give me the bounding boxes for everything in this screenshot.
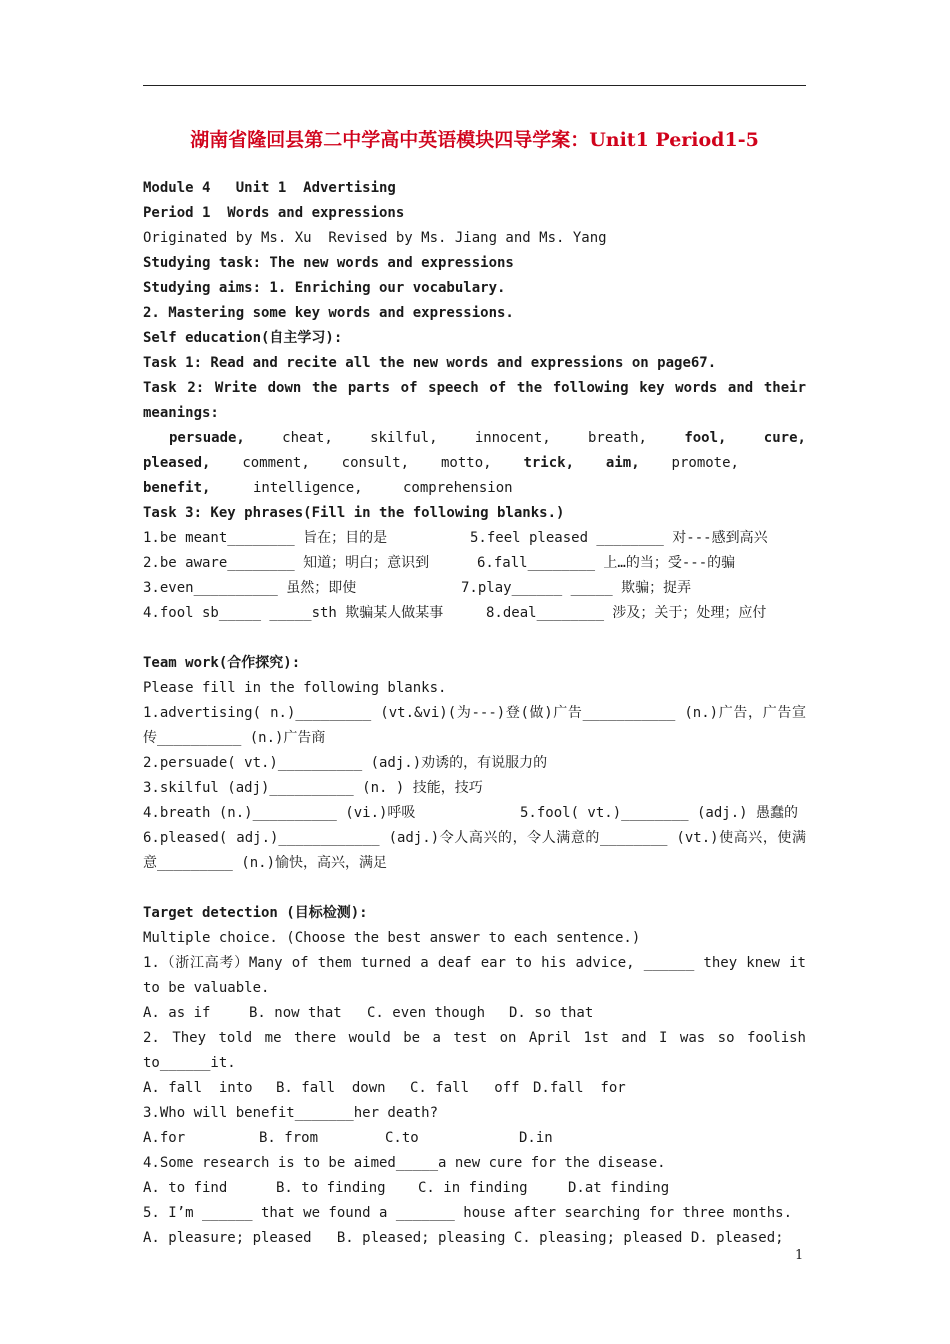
team-item: 1.advertising( n.)_________ (vt.&vi)(为---)登(做)广告___________ (n.)广告，广告宣传__________ (n.)广告商 — [143, 705, 806, 746]
word: consult, — [341, 455, 410, 471]
studying-aims-2: 2. Mastering some key words and expressions. — [143, 305, 514, 321]
word: persuade, — [169, 430, 245, 446]
phrase-item: 1.be meant________ 旨在；目的是 — [143, 530, 388, 546]
team-item: 5.fool( vt.)________ (adj.) 愚蠢的 — [520, 805, 799, 821]
word: motto, — [440, 455, 492, 471]
word: innocent, — [474, 430, 551, 446]
option: C.to — [385, 1130, 419, 1146]
phrase-item: 7.play______ _____ 欺骗；捉弄 — [461, 580, 692, 596]
option: B. now that — [249, 1005, 342, 1021]
team-item: 6.pleased( adj.)____________ (adj.)令人高兴的，令人满意的________ (vt.)使高兴，使满意_________ (n.)愉快，高兴，满足 — [143, 830, 806, 871]
team-work-intro: Please fill in the following blanks. — [143, 680, 447, 696]
task-1: Task 1: Read and recite all the new words and expressions on page67. — [143, 355, 717, 371]
word: aim, — [605, 455, 640, 471]
option: B. to finding — [276, 1180, 386, 1196]
question-5: 5. I’m ______ that we found a _______ house after searching for three months. — [143, 1205, 793, 1221]
option: D.fall for — [533, 1080, 626, 1096]
option: C. in finding — [418, 1180, 528, 1196]
option: D.at finding — [568, 1180, 670, 1196]
phrase-row — [143, 551, 806, 576]
word: promote, — [671, 455, 739, 471]
option: A. to find — [143, 1180, 228, 1196]
option: B. from — [259, 1130, 319, 1146]
question-5-options: A. pleasure; pleased B. pleased; pleasing C. pleasing; pleased D. pleased; — [143, 1230, 784, 1246]
word: skilful, — [370, 430, 438, 446]
word: cheat, — [282, 430, 333, 446]
word-list-line-1 — [143, 426, 806, 451]
word: fool, — [684, 430, 727, 446]
header-rule — [143, 85, 806, 86]
page-number: 1 — [795, 1248, 804, 1263]
team-item-row — [143, 801, 806, 826]
question-4: 4.Some research is to be aimed_____a new cure for the disease. — [143, 1155, 666, 1171]
origin-line: Originated by Ms. Xu Revised by Ms. Jiang and Ms. Yang — [143, 230, 607, 246]
word: pleased, — [143, 455, 211, 471]
team-item: 3.skilful (adj)__________ (n. ) 技能，技巧 — [143, 780, 483, 796]
phrase-item: 3.even__________ 虽然；即使 — [143, 580, 357, 596]
phrase-row — [143, 576, 806, 601]
question-4-options — [143, 1176, 806, 1201]
team-work-heading: Team work(合作探究): — [143, 655, 301, 671]
option: C. even though — [367, 1005, 486, 1021]
team-item: 4.breath (n.)__________ (vi.)呼吸 — [143, 805, 416, 821]
phrase-item: 4.fool sb_____ _____sth 欺骗某人做某事 — [143, 605, 444, 621]
document-body — [143, 176, 806, 1251]
word: cure, — [763, 430, 806, 446]
word: benefit, — [143, 480, 211, 496]
option: B. fall down — [276, 1080, 386, 1096]
phrase-row — [143, 526, 806, 551]
word: trick, — [523, 455, 575, 471]
word: comprehension — [403, 480, 513, 496]
word-list-line-3 — [143, 476, 806, 501]
target-detection-heading: Target detection (目标检测): — [143, 905, 368, 921]
self-education-heading: Self education(自主学习): — [143, 330, 343, 346]
question-1-options — [143, 1001, 806, 1026]
word: breath, — [587, 430, 647, 446]
question-3: 3.Who will benefit_______her death? — [143, 1105, 439, 1121]
question-2-options — [143, 1076, 806, 1101]
phrase-item: 2.be aware________ 知道；明白；意识到 — [143, 555, 430, 571]
option: A. fall into — [143, 1080, 253, 1096]
word: intelligence, — [253, 480, 363, 496]
studying-task: Studying task: The new words and expressions — [143, 255, 514, 271]
option: A.for — [143, 1130, 186, 1146]
team-item: 2.persuade( vt.)__________ (adj.)劝诱的，有说服力的 — [143, 755, 548, 771]
question-3-options — [143, 1126, 806, 1151]
phrase-item: 8.deal________ 涉及；关于；处理；应付 — [486, 605, 767, 621]
option: A. as if — [143, 1005, 211, 1021]
task-3: Task 3: Key phrases(Fill in the following blanks.) — [143, 505, 565, 521]
word: comment, — [242, 455, 310, 471]
option: D. so that — [509, 1005, 594, 1021]
task-2: Task 2: Write down the parts of speech of the following key words and their meanings: — [143, 380, 806, 421]
phrase-item: 5.feel pleased ________ 对---感到高兴 — [470, 530, 768, 546]
target-intro: Multiple choice. (Choose the best answer to each sentence.) — [143, 930, 641, 946]
question-2: 2. They told me there would be a test on April 1st and I was so foolish to______it. — [143, 1030, 806, 1071]
option: D.in — [519, 1130, 553, 1146]
studying-aims-1: Studying aims: 1. Enriching our vocabulary. — [143, 280, 506, 296]
question-1: 1.（浙江高考）Many of them turned a deaf ear to his advice, ______ they knew it to be valuable. — [143, 955, 806, 996]
page-title: 湖南省隆回县第二中学高中英语模块四导学案：Unit1 Period1-5 — [190, 129, 759, 151]
module-heading: Module 4 Unit 1 Advertising — [143, 180, 396, 196]
phrase-row — [143, 601, 806, 626]
phrase-item: 6.fall________ 上…的当；受---的骗 — [477, 555, 736, 571]
word-list-line-2 — [143, 451, 739, 476]
option: C. fall off — [410, 1080, 520, 1096]
period-heading: Period 1 Words and expressions — [143, 205, 405, 221]
